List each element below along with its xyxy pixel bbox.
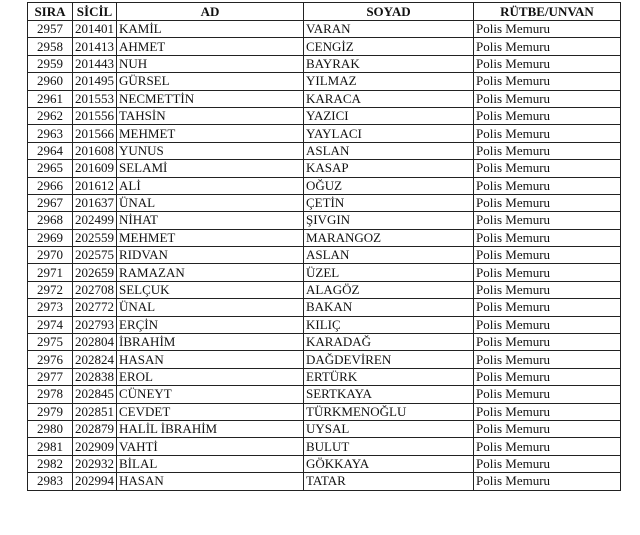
table-row	[28, 142, 621, 159]
cell-sira: 2981	[28, 438, 73, 455]
cell-sicil: 201608	[73, 142, 117, 159]
cell-sira: 2973	[28, 299, 73, 316]
cell-soyad: YILMAZ	[304, 73, 474, 90]
cell-sira: 2975	[28, 334, 73, 351]
table-row	[28, 229, 621, 246]
header-sira: SIRA	[28, 3, 73, 21]
cell-soyad: DAĞDEVİREN	[304, 351, 474, 368]
cell-soyad: SERTKAYA	[304, 386, 474, 403]
cell-rutbe: Polis Memuru	[474, 21, 621, 38]
cell-soyad: KASAP	[304, 160, 474, 177]
cell-ad: YUNUS	[117, 142, 304, 159]
cell-soyad: BAYRAK	[304, 55, 474, 72]
cell-sira: 2966	[28, 177, 73, 194]
cell-ad: ERÇİN	[117, 316, 304, 333]
cell-ad: ALİ	[117, 177, 304, 194]
cell-sira: 2957	[28, 21, 73, 38]
cell-rutbe: Polis Memuru	[474, 455, 621, 472]
cell-soyad: TÜRKMENOĞLU	[304, 403, 474, 420]
cell-ad: HALİL İBRAHİM	[117, 420, 304, 437]
cell-sicil: 201556	[73, 107, 117, 124]
table-row	[28, 455, 621, 472]
cell-sicil: 202708	[73, 281, 117, 298]
cell-ad: NECMETTİN	[117, 90, 304, 107]
cell-rutbe: Polis Memuru	[474, 247, 621, 264]
cell-sira: 2970	[28, 247, 73, 264]
cell-sicil: 201609	[73, 160, 117, 177]
cell-rutbe: Polis Memuru	[474, 229, 621, 246]
cell-soyad: ASLAN	[304, 142, 474, 159]
cell-ad: CÜNEYT	[117, 386, 304, 403]
cell-soyad: ÇETİN	[304, 194, 474, 211]
cell-soyad: BAKAN	[304, 299, 474, 316]
cell-sicil: 202793	[73, 316, 117, 333]
cell-sira: 2959	[28, 55, 73, 72]
cell-rutbe: Polis Memuru	[474, 107, 621, 124]
cell-soyad: BULUT	[304, 438, 474, 455]
cell-rutbe: Polis Memuru	[474, 386, 621, 403]
cell-soyad: ERTÜRK	[304, 368, 474, 385]
cell-soyad: VARAN	[304, 21, 474, 38]
table-row	[28, 438, 621, 455]
cell-soyad: ASLAN	[304, 247, 474, 264]
cell-ad: HASAN	[117, 351, 304, 368]
table-row	[28, 368, 621, 385]
cell-sira: 2983	[28, 473, 73, 490]
table-row	[28, 21, 621, 38]
cell-sicil: 201495	[73, 73, 117, 90]
cell-soyad: KILIÇ	[304, 316, 474, 333]
cell-ad: KAMİL	[117, 21, 304, 38]
header-sicil: SİCİL	[73, 3, 117, 21]
cell-sicil: 202845	[73, 386, 117, 403]
cell-sicil: 201401	[73, 21, 117, 38]
cell-rutbe: Polis Memuru	[474, 420, 621, 437]
cell-sicil: 202499	[73, 212, 117, 229]
cell-soyad: KARADAĞ	[304, 334, 474, 351]
cell-ad: EROL	[117, 368, 304, 385]
header-ad: AD	[117, 3, 304, 21]
table-row	[28, 351, 621, 368]
header-row	[28, 3, 621, 21]
cell-sicil: 202575	[73, 247, 117, 264]
cell-rutbe: Polis Memuru	[474, 38, 621, 55]
cell-soyad: OĞUZ	[304, 177, 474, 194]
cell-rutbe: Polis Memuru	[474, 55, 621, 72]
cell-sicil: 202909	[73, 438, 117, 455]
table-row	[28, 281, 621, 298]
cell-ad: GÜRSEL	[117, 73, 304, 90]
table-row	[28, 73, 621, 90]
cell-sicil: 202879	[73, 420, 117, 437]
cell-ad: AHMET	[117, 38, 304, 55]
cell-sira: 2961	[28, 90, 73, 107]
cell-sicil: 202804	[73, 334, 117, 351]
cell-sira: 2960	[28, 73, 73, 90]
table-row	[28, 473, 621, 490]
cell-sicil: 201612	[73, 177, 117, 194]
cell-ad: NİHAT	[117, 212, 304, 229]
cell-sira: 2969	[28, 229, 73, 246]
cell-sicil: 201553	[73, 90, 117, 107]
table-row	[28, 125, 621, 142]
cell-soyad: UYSAL	[304, 420, 474, 437]
cell-rutbe: Polis Memuru	[474, 473, 621, 490]
table-row	[28, 264, 621, 281]
cell-sira: 2980	[28, 420, 73, 437]
table-row	[28, 420, 621, 437]
cell-sicil: 202824	[73, 351, 117, 368]
header-soyad: SOYAD	[304, 3, 474, 21]
table-row	[28, 334, 621, 351]
cell-soyad: TATAR	[304, 473, 474, 490]
cell-rutbe: Polis Memuru	[474, 264, 621, 281]
cell-ad: HASAN	[117, 473, 304, 490]
cell-ad: MEHMET	[117, 125, 304, 142]
table-row	[28, 212, 621, 229]
cell-sicil: 202559	[73, 229, 117, 246]
cell-rutbe: Polis Memuru	[474, 299, 621, 316]
cell-sicil: 201443	[73, 55, 117, 72]
cell-sira: 2972	[28, 281, 73, 298]
cell-rutbe: Polis Memuru	[474, 351, 621, 368]
cell-rutbe: Polis Memuru	[474, 403, 621, 420]
cell-rutbe: Polis Memuru	[474, 316, 621, 333]
cell-sira: 2974	[28, 316, 73, 333]
cell-rutbe: Polis Memuru	[474, 125, 621, 142]
table-row	[28, 247, 621, 264]
cell-rutbe: Polis Memuru	[474, 438, 621, 455]
cell-ad: VAHTİ	[117, 438, 304, 455]
cell-soyad: ÜZEL	[304, 264, 474, 281]
cell-sicil: 202851	[73, 403, 117, 420]
cell-sira: 2963	[28, 125, 73, 142]
table-row	[28, 403, 621, 420]
cell-sicil: 202659	[73, 264, 117, 281]
cell-rutbe: Polis Memuru	[474, 142, 621, 159]
cell-sicil: 201413	[73, 38, 117, 55]
cell-ad: ÜNAL	[117, 299, 304, 316]
cell-sira: 2979	[28, 403, 73, 420]
cell-sira: 2965	[28, 160, 73, 177]
table-row	[28, 55, 621, 72]
cell-soyad: CENGİZ	[304, 38, 474, 55]
cell-ad: RAMAZAN	[117, 264, 304, 281]
table-row	[28, 299, 621, 316]
table-row	[28, 38, 621, 55]
cell-ad: SELÇUK	[117, 281, 304, 298]
cell-sira: 2964	[28, 142, 73, 159]
cell-soyad: MARANGOZ	[304, 229, 474, 246]
table-row	[28, 160, 621, 177]
table-row	[28, 316, 621, 333]
cell-soyad: GÖKKAYA	[304, 455, 474, 472]
table-row	[28, 386, 621, 403]
cell-sicil: 201566	[73, 125, 117, 142]
cell-sicil: 201637	[73, 194, 117, 211]
cell-sira: 2978	[28, 386, 73, 403]
cell-sicil: 202932	[73, 455, 117, 472]
cell-rutbe: Polis Memuru	[474, 334, 621, 351]
cell-ad: BİLAL	[117, 455, 304, 472]
cell-rutbe: Polis Memuru	[474, 368, 621, 385]
cell-rutbe: Polis Memuru	[474, 160, 621, 177]
header-rutbe: RÜTBE/UNVAN	[474, 3, 621, 21]
cell-soyad: KARACA	[304, 90, 474, 107]
cell-sicil: 202994	[73, 473, 117, 490]
table-row	[28, 90, 621, 107]
cell-ad: ÜNAL	[117, 194, 304, 211]
cell-soyad: YAZICI	[304, 107, 474, 124]
cell-soyad: YAYLACI	[304, 125, 474, 142]
personnel-table	[27, 2, 621, 491]
cell-ad: CEVDET	[117, 403, 304, 420]
cell-sira: 2967	[28, 194, 73, 211]
cell-sira: 2976	[28, 351, 73, 368]
cell-sira: 2968	[28, 212, 73, 229]
cell-soyad: ŞIVGIN	[304, 212, 474, 229]
cell-rutbe: Polis Memuru	[474, 212, 621, 229]
cell-rutbe: Polis Memuru	[474, 73, 621, 90]
cell-rutbe: Polis Memuru	[474, 281, 621, 298]
cell-soyad: ALAGÖZ	[304, 281, 474, 298]
cell-ad: MEHMET	[117, 229, 304, 246]
cell-sira: 2977	[28, 368, 73, 385]
cell-sira: 2962	[28, 107, 73, 124]
cell-sira: 2958	[28, 38, 73, 55]
cell-rutbe: Polis Memuru	[474, 177, 621, 194]
cell-ad: NUH	[117, 55, 304, 72]
cell-ad: RIDVAN	[117, 247, 304, 264]
table-body	[28, 21, 621, 491]
cell-sicil: 202772	[73, 299, 117, 316]
cell-sira: 2982	[28, 455, 73, 472]
cell-ad: SELAMİ	[117, 160, 304, 177]
cell-rutbe: Polis Memuru	[474, 194, 621, 211]
table-row	[28, 107, 621, 124]
cell-ad: İBRAHİM	[117, 334, 304, 351]
cell-sira: 2971	[28, 264, 73, 281]
cell-ad: TAHSİN	[117, 107, 304, 124]
cell-rutbe: Polis Memuru	[474, 90, 621, 107]
table-row	[28, 194, 621, 211]
table-row	[28, 177, 621, 194]
cell-sicil: 202838	[73, 368, 117, 385]
